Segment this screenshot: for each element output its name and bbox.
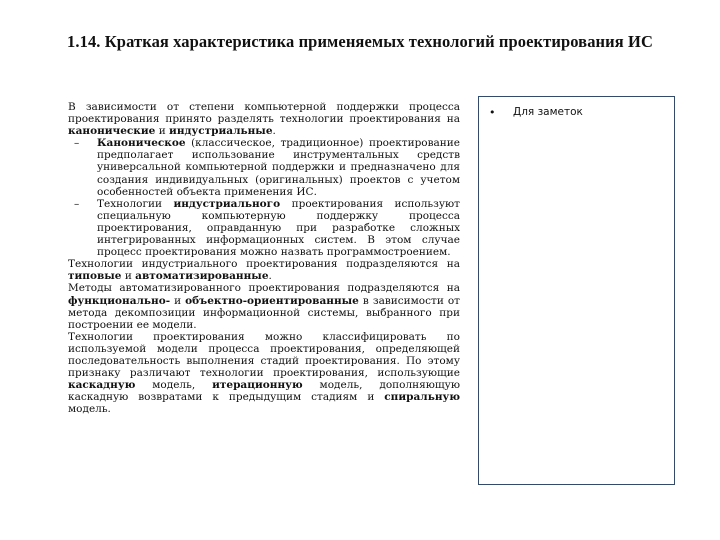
text: Методы автоматизированного проектирования подразделяются на xyxy=(68,282,460,295)
text: В зависимости от степени компьютерной поддержки процесса проектирования принято разделять технологии проектирования на xyxy=(68,101,460,126)
list-item-industrial xyxy=(68,198,460,258)
text: и xyxy=(155,125,170,138)
text: модель, xyxy=(135,379,213,392)
text: модель. xyxy=(68,403,111,416)
notes-box xyxy=(478,96,675,485)
term-functional: функционально- xyxy=(68,294,171,307)
text: и xyxy=(121,270,136,283)
text: (классическое, традиционное) проектирование предполагает использование инструментальных средств универсальной компьютерной поддержки и предназначено для создания индивидуальных (оригинальных) проектов с учетом особенностей объекта применения ИС. xyxy=(97,137,460,198)
text: модель, дополняющую каскадную возвратами к предыдущим стадиям и xyxy=(68,379,460,404)
paragraph-process-models xyxy=(68,331,460,416)
term-object-oriented: объектно-ориентированные xyxy=(185,294,359,307)
text: . xyxy=(272,125,276,138)
notes-label: Для заметок xyxy=(513,106,583,118)
term-typical: типовые xyxy=(68,270,122,283)
term-cascade: каскадную xyxy=(68,379,136,392)
dash-marker: – xyxy=(74,197,80,210)
paragraph-automated-methods xyxy=(68,282,460,330)
text: . xyxy=(268,270,272,283)
term-spiral: спиральную xyxy=(384,391,460,404)
term-automated: автоматизированные xyxy=(135,270,269,283)
term-industrial: индустриальные xyxy=(169,125,273,138)
paragraph-intro xyxy=(68,101,460,137)
list-item-canonical xyxy=(68,137,460,197)
term-canonical: канонические xyxy=(68,125,156,138)
paragraph-industrial-types xyxy=(68,258,460,282)
bullet-icon: • xyxy=(489,106,496,119)
term-canonical-design: Каноническое xyxy=(97,137,186,150)
text: Технологии xyxy=(97,197,174,210)
main-text-block xyxy=(68,101,460,415)
text: проектирования используют специальную компьютерную поддержку процесса проектирования, оправданную при разработке сложных интегрированных информационных систем. В этом случае процесс проектирования можно назвать программостроением. xyxy=(97,197,460,259)
term-industrial-design: индустриального xyxy=(173,197,281,210)
text: Технологии индустриального проектирования подразделяются на xyxy=(68,258,460,271)
text: Технологии проектирования можно классифицировать по используемой модели процесса проектирования, определяющей последовательность выполнения стадий проектирования. По этому признаку различают технологии проектирования, использующие xyxy=(68,330,460,380)
dash-marker: – xyxy=(74,137,80,150)
text: в зависимости от метода декомпозиции информационной системы, выбранного при построении ее модели. xyxy=(68,294,460,331)
text: и xyxy=(170,294,186,307)
slide-title: 1.14. Краткая характеристика применяемых технологий проектирования ИС xyxy=(67,32,653,51)
term-iterative: итерационную xyxy=(212,379,303,392)
